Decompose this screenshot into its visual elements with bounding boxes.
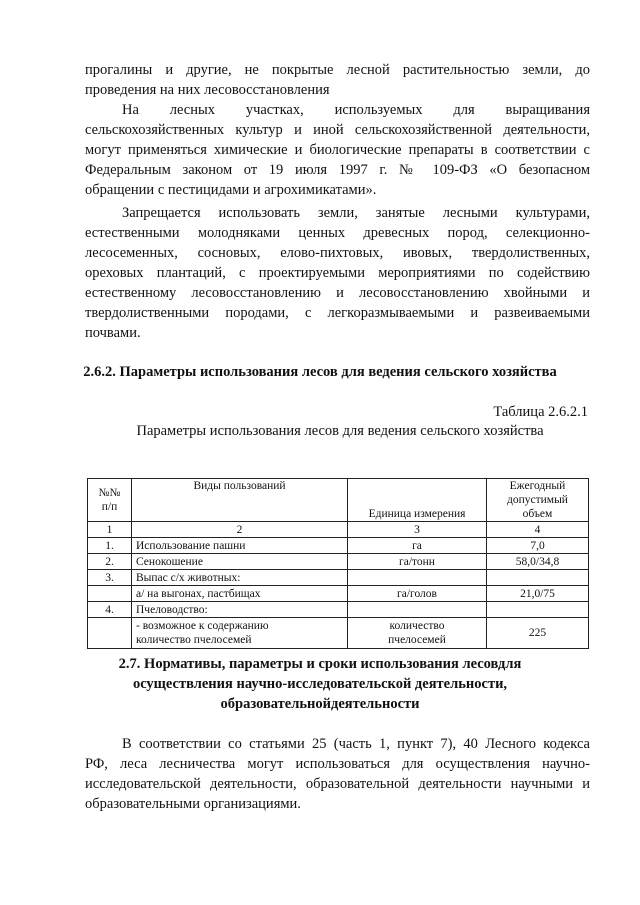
usage-table — [87, 478, 589, 649]
table-header-row — [88, 479, 589, 522]
table-cell: 7,0 — [487, 538, 589, 554]
table-cell: га/голов — [348, 586, 487, 602]
header-cell: Виды пользований — [132, 479, 348, 522]
table-cell: Использование пашни — [132, 538, 348, 554]
text-line: Запрещается использовать земли, занятые лесными культурами, — [122, 205, 590, 221]
text-line: Федеральным законом от 19 июля 1997 г. № 109-ФЗ «О безопасном — [85, 162, 590, 178]
text-line: исследовательской деятельности, образовательной деятельности научными и — [85, 776, 590, 792]
table-row — [88, 586, 589, 602]
table-cell — [88, 618, 132, 649]
table-cell: 4. — [88, 602, 132, 618]
header-cell: №№ п/п — [88, 479, 132, 522]
table-cell: 21,0/75 — [487, 586, 589, 602]
header-cell: Единица измерения — [348, 479, 487, 522]
table-cell — [348, 602, 487, 618]
section-heading: образовательнойдеятельности — [220, 696, 420, 712]
text-line: ореховых плантаций, с проектируемыми мероприятиями по содействию — [85, 265, 590, 281]
table-row — [88, 554, 589, 570]
section-heading: 2.6.2. Параметры использования лесов для ведения сельского хозяйства — [83, 364, 557, 380]
table-cell: 3. — [88, 570, 132, 586]
table-cell — [487, 570, 589, 586]
text-line: естественными молодняками ценных древесных пород, селекционно- — [85, 225, 590, 241]
section-heading: 2.7. Нормативы, параметры и сроки использования лесовдля — [118, 656, 522, 672]
table-cell: - возможное к содержанию количество пчелосемей — [132, 618, 348, 649]
table-cell: га — [348, 538, 487, 554]
text-line: прогалины и другие, не покрытые лесной растительностью земли, до — [85, 62, 590, 78]
table-cell: 3 — [348, 522, 487, 538]
table-cell: 2 — [132, 522, 348, 538]
table-row — [88, 618, 589, 649]
table-cell: 1 — [88, 522, 132, 538]
text-line: лесосеменных, сосновых, елово-пихтовых, ивовых, твердолиственных, — [85, 245, 590, 261]
table-cell — [88, 586, 132, 602]
header-cell: Ежегодный допустимый объем — [487, 479, 589, 522]
text-line: могут применяться химические и биологические препараты в соответствии с — [85, 142, 590, 158]
table-row — [88, 570, 589, 586]
table-cell: 58,0/34,8 — [487, 554, 589, 570]
table-cell: га/тонн — [348, 554, 487, 570]
table-row — [88, 522, 589, 538]
table-row — [88, 602, 589, 618]
table-cell: 2. — [88, 554, 132, 570]
text-line: проведения на них лесовосстановления — [85, 82, 330, 98]
text-line: обращении с пестицидами и агрохимикатами». — [85, 182, 377, 198]
section-heading: осуществления научно-исследовательской деятельности, — [132, 676, 508, 692]
table-cell: 4 — [487, 522, 589, 538]
table-cell: Выпас с/х животных: — [132, 570, 348, 586]
text-line: образовательными организациями. — [85, 796, 301, 812]
table-cell: Пчеловодство: — [132, 602, 348, 618]
text-line: В соответствии со статьями 25 (часть 1, пункт 7), 40 Лесного кодекса — [122, 736, 590, 752]
table-title: Параметры использования лесов для ведения сельского хозяйства — [136, 423, 544, 439]
table-cell: 225 — [487, 618, 589, 649]
text-line: почвами. — [85, 325, 141, 341]
table-cell: количество пчелосемей — [348, 618, 487, 649]
table-cell — [487, 602, 589, 618]
table-cell — [348, 570, 487, 586]
table-cell: Сенокошение — [132, 554, 348, 570]
text-line: естественному лесовосстановлению и лесовосстановлению хвойными и — [85, 285, 590, 301]
text-line: На лесных участках, используемых для выращивания — [122, 102, 590, 118]
table-number: Таблица 2.6.2.1 — [493, 404, 588, 420]
text-line: твердолиственными породами, с легкоразмываемыми и развеиваемыми — [85, 305, 590, 321]
table-cell: 1. — [88, 538, 132, 554]
table-row — [88, 538, 589, 554]
text-line: РФ, леса лесничества могут использоваться для осуществления научно- — [85, 756, 590, 772]
text-line: сельскохозяйственных культур и иной сельскохозяйственной деятельности, — [85, 122, 590, 138]
table-cell: а/ на выгонах, пастбищах — [132, 586, 348, 602]
